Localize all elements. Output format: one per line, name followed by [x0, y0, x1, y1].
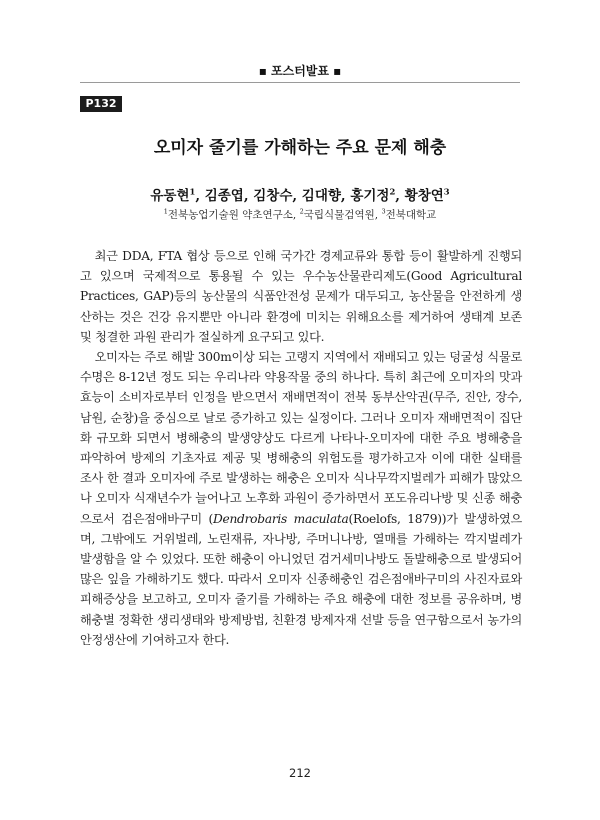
author-name: 황창연: [404, 188, 444, 204]
author-list: 유동현$^1$, 김종엽, 김창수, 김대향, 홍기정$^2$, 황창연$^3$: [150, 186, 450, 204]
author-affiliation-mark: 2: [389, 186, 396, 197]
author-affiliation-mark: 1: [189, 186, 196, 197]
page-number: 212: [289, 766, 311, 780]
author-name: 김대향: [301, 188, 341, 204]
author-affiliation-mark: 3: [443, 186, 450, 197]
body-paragraph: [80, 347, 522, 650]
affiliation-name: 전북농업기술원 약초연구소: [167, 209, 293, 221]
body-text: 오미자는 주로 해발 300m이상 되는 고랭지 지역에서 재배되고 있는 덩굴성 식물로 수명은 8-12년 정도 되는 우리나라 약용작물 중의 하나다. 특히 최근에 오미자의 맛과 효능이 소비자로부터 인정을 받으면서 재배면적이 전북 동부산악권(무주, 진안, 장수, 남원, 순창)을 중심으로 날로 증가하고 있는 실정이다. 그러나 오미자 재배면적이 집단화 규모화 되면서 병해충의 발생양상도 다르게 나타나-오미자에 대한 주요 병해충을 파악하여 방제의 기초자료 제공 및 병해충의 위험도를 평가하고자 이에 대한 실태를 조사 한 결과 오미자에 주로 발생하는 해충은 오미자 식나무깍지벌레가 피해가 많았으나 오미자 식재년수가 늘어나고 노후화 과원이 증가하면서 포도유리나방 및 신종 해충으로서 검은점애바구미 (: [80, 350, 522, 526]
affiliation-mark: 1: [163, 207, 168, 216]
section-label: ▪ 포스터발표 ▪: [258, 64, 342, 78]
header-divider: [80, 82, 520, 83]
paper-title: 오미자 줄기를 가해하는 주요 문제 해충: [153, 138, 447, 158]
affiliation-list: $^1$전북농업기술원 약초연구소, $^2$국립식물검역원, $^3$전북대학교: [163, 207, 437, 221]
body-paragraph: 최근 DDA, FTA 협상 등으로 인해 국가간 경제교류와 통합 등이 활발하게 진행되고 있으며 국제적으로 통용될 수 있는 우수농산물관리제도(Good Agricultural Practices, GAP)등의 농산물의 식품안전성 문제가 대두되고, 농산물을 안전하게 생산하는 것은 건강 유지뿐만 아니라 환경에 미치는 위해요소를 제거하여 생태계 보존 및 청결한 과원 관리가 절실하게 요구되고 있다.: [80, 249, 522, 344]
abstract-body: [80, 246, 522, 650]
affiliation-name: 전북대학교: [385, 209, 437, 221]
affiliation-mark: 2: [299, 207, 304, 216]
body-text: (Roelofs, 1879))가 발생하였으며, 그밖에도 거위벌레, 노린재류, 자나방, 주머니나방, 열매를 가해하는 깍지벌레가 발생함을 알 수 있었다. 또한 해충이 아니었던 검거세미나방도 돌발해충으로 발생되어 많은 잎을 가해하기도 했다. 따라서 오미자 신종해충인 검은점애바구미의 사진자료와 피해증상을 보고하고, 오미자 줄기를 가해하는 주요 해충에 대한 정보를 공유하며, 병해충별 정확한 생리생태와 방제방법, 친환경 방제자재 선발 등을 연구함으로서 농가의 안정생산에 기여하고자 한다.: [80, 511, 523, 647]
author-name: 홍기정: [350, 188, 390, 204]
author-name: 유동현: [150, 188, 190, 204]
affiliation-mark: 3: [381, 207, 386, 216]
author-name: 김창수: [253, 188, 293, 204]
author-name: 김종엽: [204, 188, 244, 204]
species-name: Dendrobaris maculata: [212, 511, 349, 526]
poster-code-badge: P132: [80, 96, 122, 112]
affiliation-name: 국립식물검역원: [303, 209, 375, 221]
